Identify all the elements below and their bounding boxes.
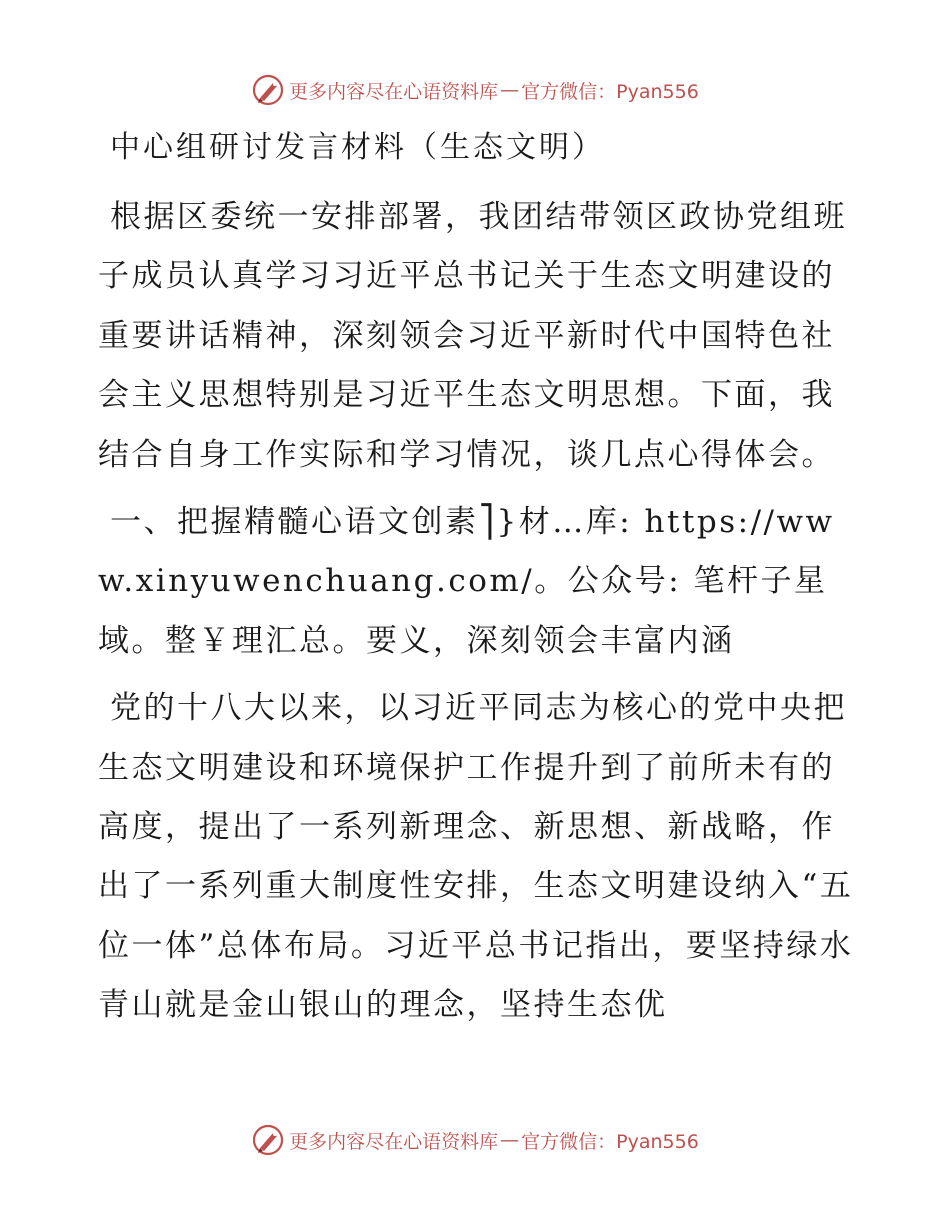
- banner-separator: —: [500, 1129, 520, 1151]
- banner-slogan: 更多内容尽在心语资料库: [289, 1130, 499, 1153]
- pen-logo-icon: [251, 73, 285, 107]
- banner-wechat: 官方微信：Pyan556: [521, 80, 699, 103]
- paragraph-intro: 根据区委统一安排部署，我团结带领区政协党组班子成员认真学习习近平总书记关于生态文明建设的重要讲话精神，深刻领会习近平新时代中国特色社会主义思想特别是习近平生态文明思想。下面，我结合自身工作实际和学习情况，谈几点心得体会。: [98, 199, 847, 473]
- paragraph-section-heading: 一、把握精髓心语文创素⎤}材…库: https://www.xinyuwenchuang.com/。公众号: 笔杆子星域。整￥理汇总。要义，深刻领会丰富内涵: [98, 504, 835, 659]
- pen-logo-icon: [251, 1123, 285, 1157]
- banner-slogan: 更多内容尽在心语资料库: [289, 80, 499, 103]
- document-title: 中心组研讨发言材料（生态文明）: [110, 130, 605, 165]
- banner-separator: —: [500, 79, 520, 101]
- paragraph-body: 党的十八大以来，以习近平同志为核心的党中央把生态文明建设和环境保护工作提升到了前所未有的高度，提出了一系列新理念、新思想、新战略，作出了一系列重大制度性安排，生态文明建设纳入“五位一体”总体布局。习近平总书记指出，要坚持绿水青山就是金山银山的理念，坚持生态优: [98, 690, 854, 1024]
- document-body: [98, 120, 858, 1036]
- banner-wechat: 官方微信：Pyan556: [521, 1130, 699, 1153]
- header-banner: [0, 70, 950, 110]
- footer-banner: [0, 1120, 950, 1160]
